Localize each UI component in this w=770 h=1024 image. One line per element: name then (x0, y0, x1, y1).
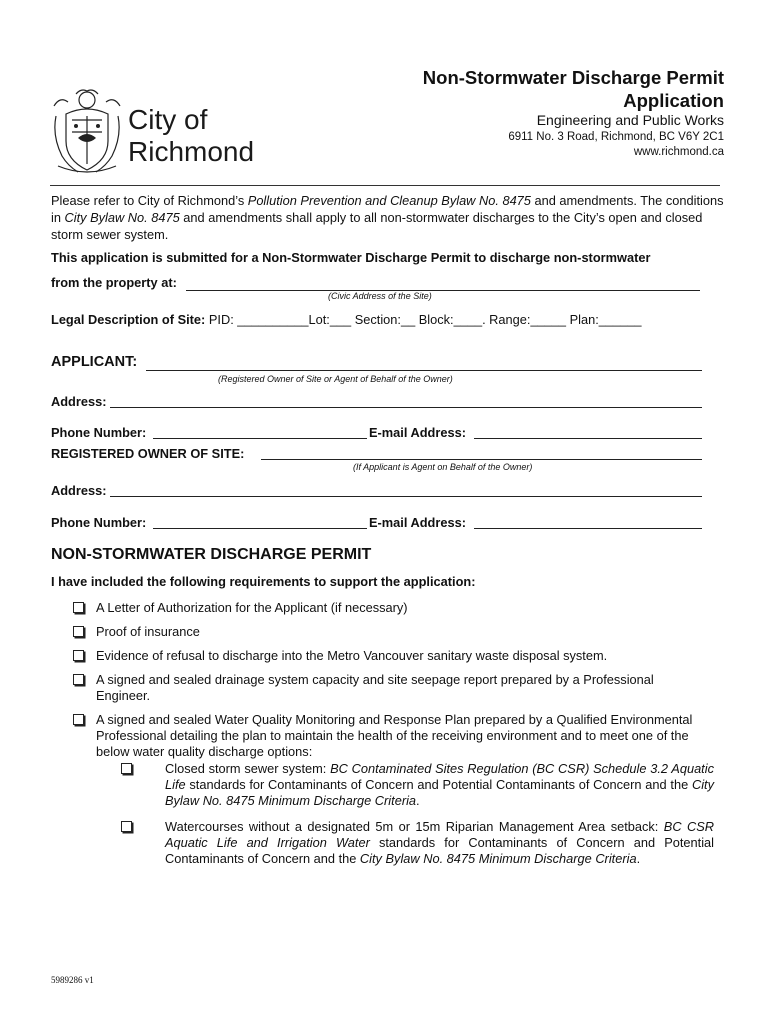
option-watercourses: Watercourses without a designated 5m or 15m Riparian Management Area setback: BC CSR Aquatic Life and Irrigation Water standards for Contaminants of Concern and Potential Contaminants of Concern and the City Bylaw No. 8475 Minimum Discharge Criteria. (165, 819, 715, 866)
owner-name-field[interactable] (261, 459, 702, 460)
applicant-email-field[interactable] (474, 438, 702, 439)
owner-address-field[interactable] (110, 496, 702, 497)
city-crest-logo (48, 86, 126, 178)
applicant-hint: (Registered Owner of Site or Agent of Behalf of the Owner) (218, 374, 453, 384)
city-logo-wordmark: City of Richmond (128, 104, 255, 167)
checkbox-authorization[interactable] (73, 602, 84, 613)
header-divider (50, 185, 720, 186)
department-address: 6911 No. 3 Road, Richmond, BC V6Y 2C1 (508, 131, 724, 143)
applicant-email-label: E-mail Address: (369, 425, 466, 440)
applicant-phone-field[interactable] (153, 438, 367, 439)
property-label: from the property at: (51, 275, 177, 290)
website-link[interactable]: www.richmond.ca (633, 146, 724, 158)
permit-heading: NON-STORMWATER DISCHARGE PERMIT (51, 546, 372, 563)
applicant-phone-label: Phone Number: (51, 425, 147, 440)
requirement-monitoring-plan: A signed and sealed Water Quality Monitoring and Response Plan prepared by a Qualified Environmental Professional detailing the plan to maintain the health of the receiving environment and to meet one of the below water quality discharge options: (96, 712, 693, 759)
checkbox-refusal[interactable] (73, 650, 84, 661)
checkbox-closed-storm-sewer[interactable] (121, 763, 132, 774)
owner-address-label: Address: (51, 483, 107, 498)
requirement-insurance: Proof of insurance (96, 624, 200, 639)
applicant-label: APPLICANT: (51, 354, 138, 370)
owner-email-field[interactable] (474, 528, 702, 529)
requirement-authorization: A Letter of Authorization for the Applicant (if necessary) (96, 600, 408, 615)
checkbox-watercourses[interactable] (121, 821, 132, 832)
applicant-address-field[interactable] (110, 407, 702, 408)
owner-phone-field[interactable] (153, 528, 367, 529)
intro-paragraph: Please refer to City of Richmond’s Pollution Prevention and Cleanup Bylaw No. 8475 and amendments. The conditions in City Bylaw No. 8475 and amendments shall apply to all non-stormwater discharges to the City’s open and closed storm sewer system. (51, 193, 724, 242)
property-hint: (Civic Address of the Site) (328, 291, 432, 301)
form-title: Non-Stormwater Discharge Permit Application (422, 67, 724, 111)
property-address-field[interactable] (186, 290, 700, 291)
owner-label: REGISTERED OWNER OF SITE: (51, 446, 245, 461)
option-closed-storm-sewer: Closed storm sewer system: BC Contaminated Sites Regulation (BC CSR) Schedule 3.2 Aquatic Life standards for Contaminants of Concern and Potential Contaminants of Concern and the City Bylaw No. 8475 Minimum Discharge Criteria. (165, 761, 714, 808)
checkbox-monitoring-plan[interactable] (73, 714, 84, 725)
legal-description-row[interactable]: Legal Description of Site: PID: __________Lot:___ Section:__ Block:____. Range:_____ Plan:______ (51, 312, 642, 327)
requirement-drainage-report: A signed and sealed drainage system capacity and site seepage report prepared by a Professional Engineer. (96, 672, 654, 703)
checkbox-insurance[interactable] (73, 626, 84, 637)
owner-hint: (If Applicant is Agent on Behalf of the Owner) (353, 462, 533, 472)
department-name: Engineering and Public Works (536, 112, 724, 128)
document-id: 5989286 v1 (51, 975, 94, 985)
permit-intro: I have included the following requirements to support the application: (51, 574, 476, 589)
applicant-name-field[interactable] (146, 370, 702, 371)
requirement-refusal: Evidence of refusal to discharge into the Metro Vancouver sanitary waste disposal system. (96, 648, 608, 663)
owner-phone-label: Phone Number: (51, 515, 147, 530)
owner-email-label: E-mail Address: (369, 515, 466, 530)
checkbox-drainage-report[interactable] (73, 674, 84, 685)
applicant-address-label: Address: (51, 394, 107, 409)
application-statement: This application is submitted for a Non-Stormwater Discharge Permit to discharge non-stormwater (51, 250, 651, 265)
